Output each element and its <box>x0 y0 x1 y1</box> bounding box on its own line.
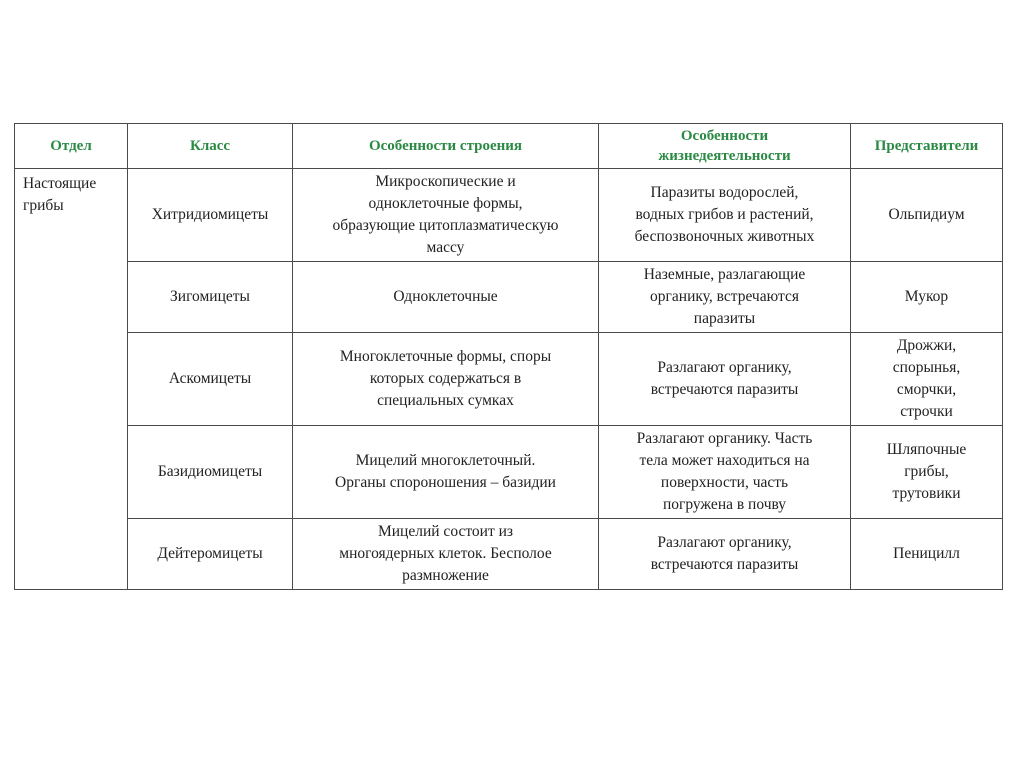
structure-cell: Мицелий состоит из многоядерных клеток. Бесполое размножение <box>293 519 599 590</box>
representatives-cell: Пеницилл <box>851 519 1003 590</box>
structure-cell: Одноклеточные <box>293 262 599 333</box>
table-row <box>15 262 1003 333</box>
class-cell: Базидиомицеты <box>128 426 293 519</box>
fungi-classification-table <box>14 123 1003 590</box>
header-division: Отдел <box>15 124 128 169</box>
representatives-cell: Мукор <box>851 262 1003 333</box>
life-cell: Разлагают органику, встречаются паразиты <box>599 333 851 426</box>
representatives-cell: Шляпочные грибы, трутовики <box>851 426 1003 519</box>
division-cell: Настоящие грибы <box>15 169 128 590</box>
life-cell: Наземные, разлагающие органику, встречаются паразиты <box>599 262 851 333</box>
structure-cell: Многоклеточные формы, споры которых содержаться в специальных сумках <box>293 333 599 426</box>
life-cell: Разлагают органику. Часть тела может находиться на поверхности, часть погружена в почву <box>599 426 851 519</box>
header-representatives: Представители <box>851 124 1003 169</box>
header-structure: Особенности строения <box>293 124 599 169</box>
table-row <box>15 333 1003 426</box>
table-header-row <box>15 124 1003 169</box>
table-row <box>15 169 1003 262</box>
structure-cell: Микроскопические и одноклеточные формы, образующие цитоплазматическую массу <box>293 169 599 262</box>
life-cell: Разлагают органику, встречаются паразиты <box>599 519 851 590</box>
fungi-table-container <box>14 123 1002 590</box>
header-class: Класс <box>128 124 293 169</box>
life-cell: Паразиты водорослей, водных грибов и растений, беспозвоночных животных <box>599 169 851 262</box>
structure-cell: Мицелий многоклеточный. Органы спороношения – базидии <box>293 426 599 519</box>
header-life: Особенности жизнедеятельности <box>599 124 851 169</box>
class-cell: Дейтеромицеты <box>128 519 293 590</box>
table-row <box>15 426 1003 519</box>
representatives-cell: Дрожжи, спорынья, сморчки, строчки <box>851 333 1003 426</box>
class-cell: Аскомицеты <box>128 333 293 426</box>
representatives-cell: Ольпидиум <box>851 169 1003 262</box>
class-cell: Хитридиомицеты <box>128 169 293 262</box>
class-cell: Зигомицеты <box>128 262 293 333</box>
table-row <box>15 519 1003 590</box>
